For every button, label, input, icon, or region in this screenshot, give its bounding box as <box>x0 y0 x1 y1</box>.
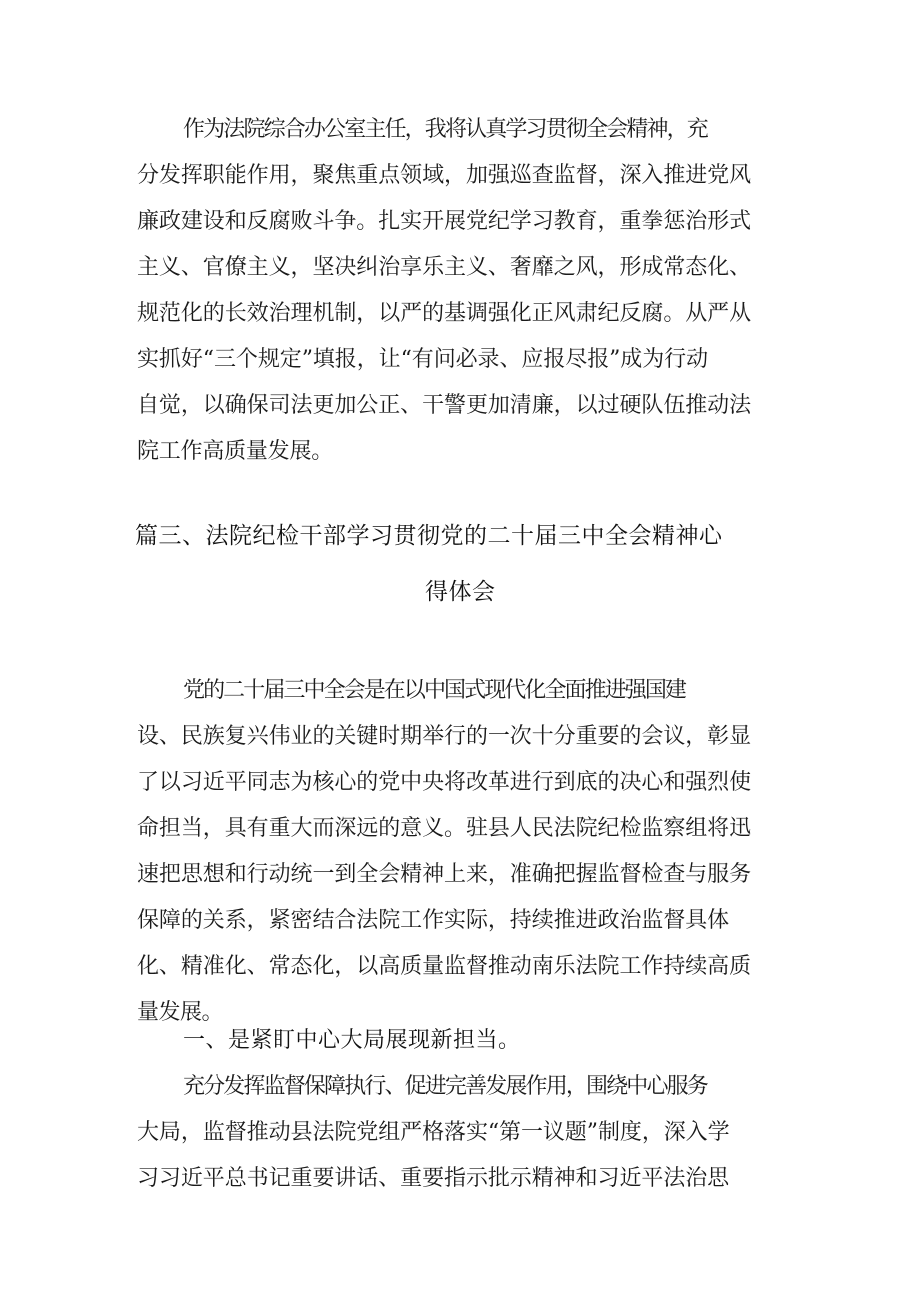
paragraph-line: 廉政建设和反腐败斗争。扎实开展党纪学习教育，重拳惩治形式 <box>137 209 752 234</box>
paragraph-line: 命担当，具有重大而深远的意义。驻县人民法院纪检监察组将迅 <box>137 816 752 841</box>
paragraph-line: 实抓好“三个规定”填报，让“有问必录、应报尽报”成为行动 <box>137 347 709 372</box>
paragraph-line: 作为法院综合办公室主任，我将认真学习贯彻全会精神，充 <box>183 117 707 142</box>
paragraph-line: 了以习近平同志为核心的党中央将改革进行到底的决心和强烈使 <box>137 770 752 795</box>
paragraph-line: 党的二十届三中全会是在以中国式现代化全面推进强国建 <box>183 678 686 703</box>
title-line-2: 得体会 <box>425 579 496 605</box>
title-line-1: 篇三、法院纪检干部学习贯彻党的二十届三中全会精神心 <box>135 523 723 549</box>
paragraph-line: 习习近平总书记重要讲话、重要指示批示精神和习近平法治思 <box>137 1166 730 1191</box>
paragraph-line: 院工作高质量发展。 <box>137 439 334 464</box>
paragraph-line: 量发展。 <box>137 1000 224 1025</box>
section-heading: 一、是紧盯中心大局展现新担当。 <box>183 1028 521 1053</box>
paragraph-line: 速把思想和行动统一到全会精神上来，准确把握监督检查与服务 <box>137 862 752 887</box>
paragraph-line: 规范化的长效治理机制，以严的基调强化正风肃纪反腐。从严从 <box>137 301 752 326</box>
paragraph-line: 保障的关系，紧密结合法院工作实际，持续推进政治监督具体 <box>137 908 730 933</box>
paragraph-line: 自觉，以确保司法更加公正、干警更加清廉，以过硬队伍推动法 <box>137 393 752 418</box>
paragraph-line: 设、民族复兴伟业的关键时期举行的一次十分重要的会议，彰显 <box>137 724 752 749</box>
paragraph-line: 主义、官僚主义，坚决纠治享乐主义、奢靡之风，形成常态化、 <box>137 255 752 280</box>
paragraph-line: 充分发挥监督保障执行、促进完善发展作用，围绕中心服务 <box>183 1074 707 1099</box>
paragraph-line: 大局，监督推动县法院党组严格落实“第一议题”制度，深入学 <box>137 1120 730 1145</box>
paragraph-line: 分发挥职能作用，聚焦重点领域，加强巡查监督，深入推进党风 <box>137 163 752 188</box>
paragraph-line: 化、精准化、常态化，以高质量监督推动南乐法院工作持续高质 <box>137 954 752 979</box>
